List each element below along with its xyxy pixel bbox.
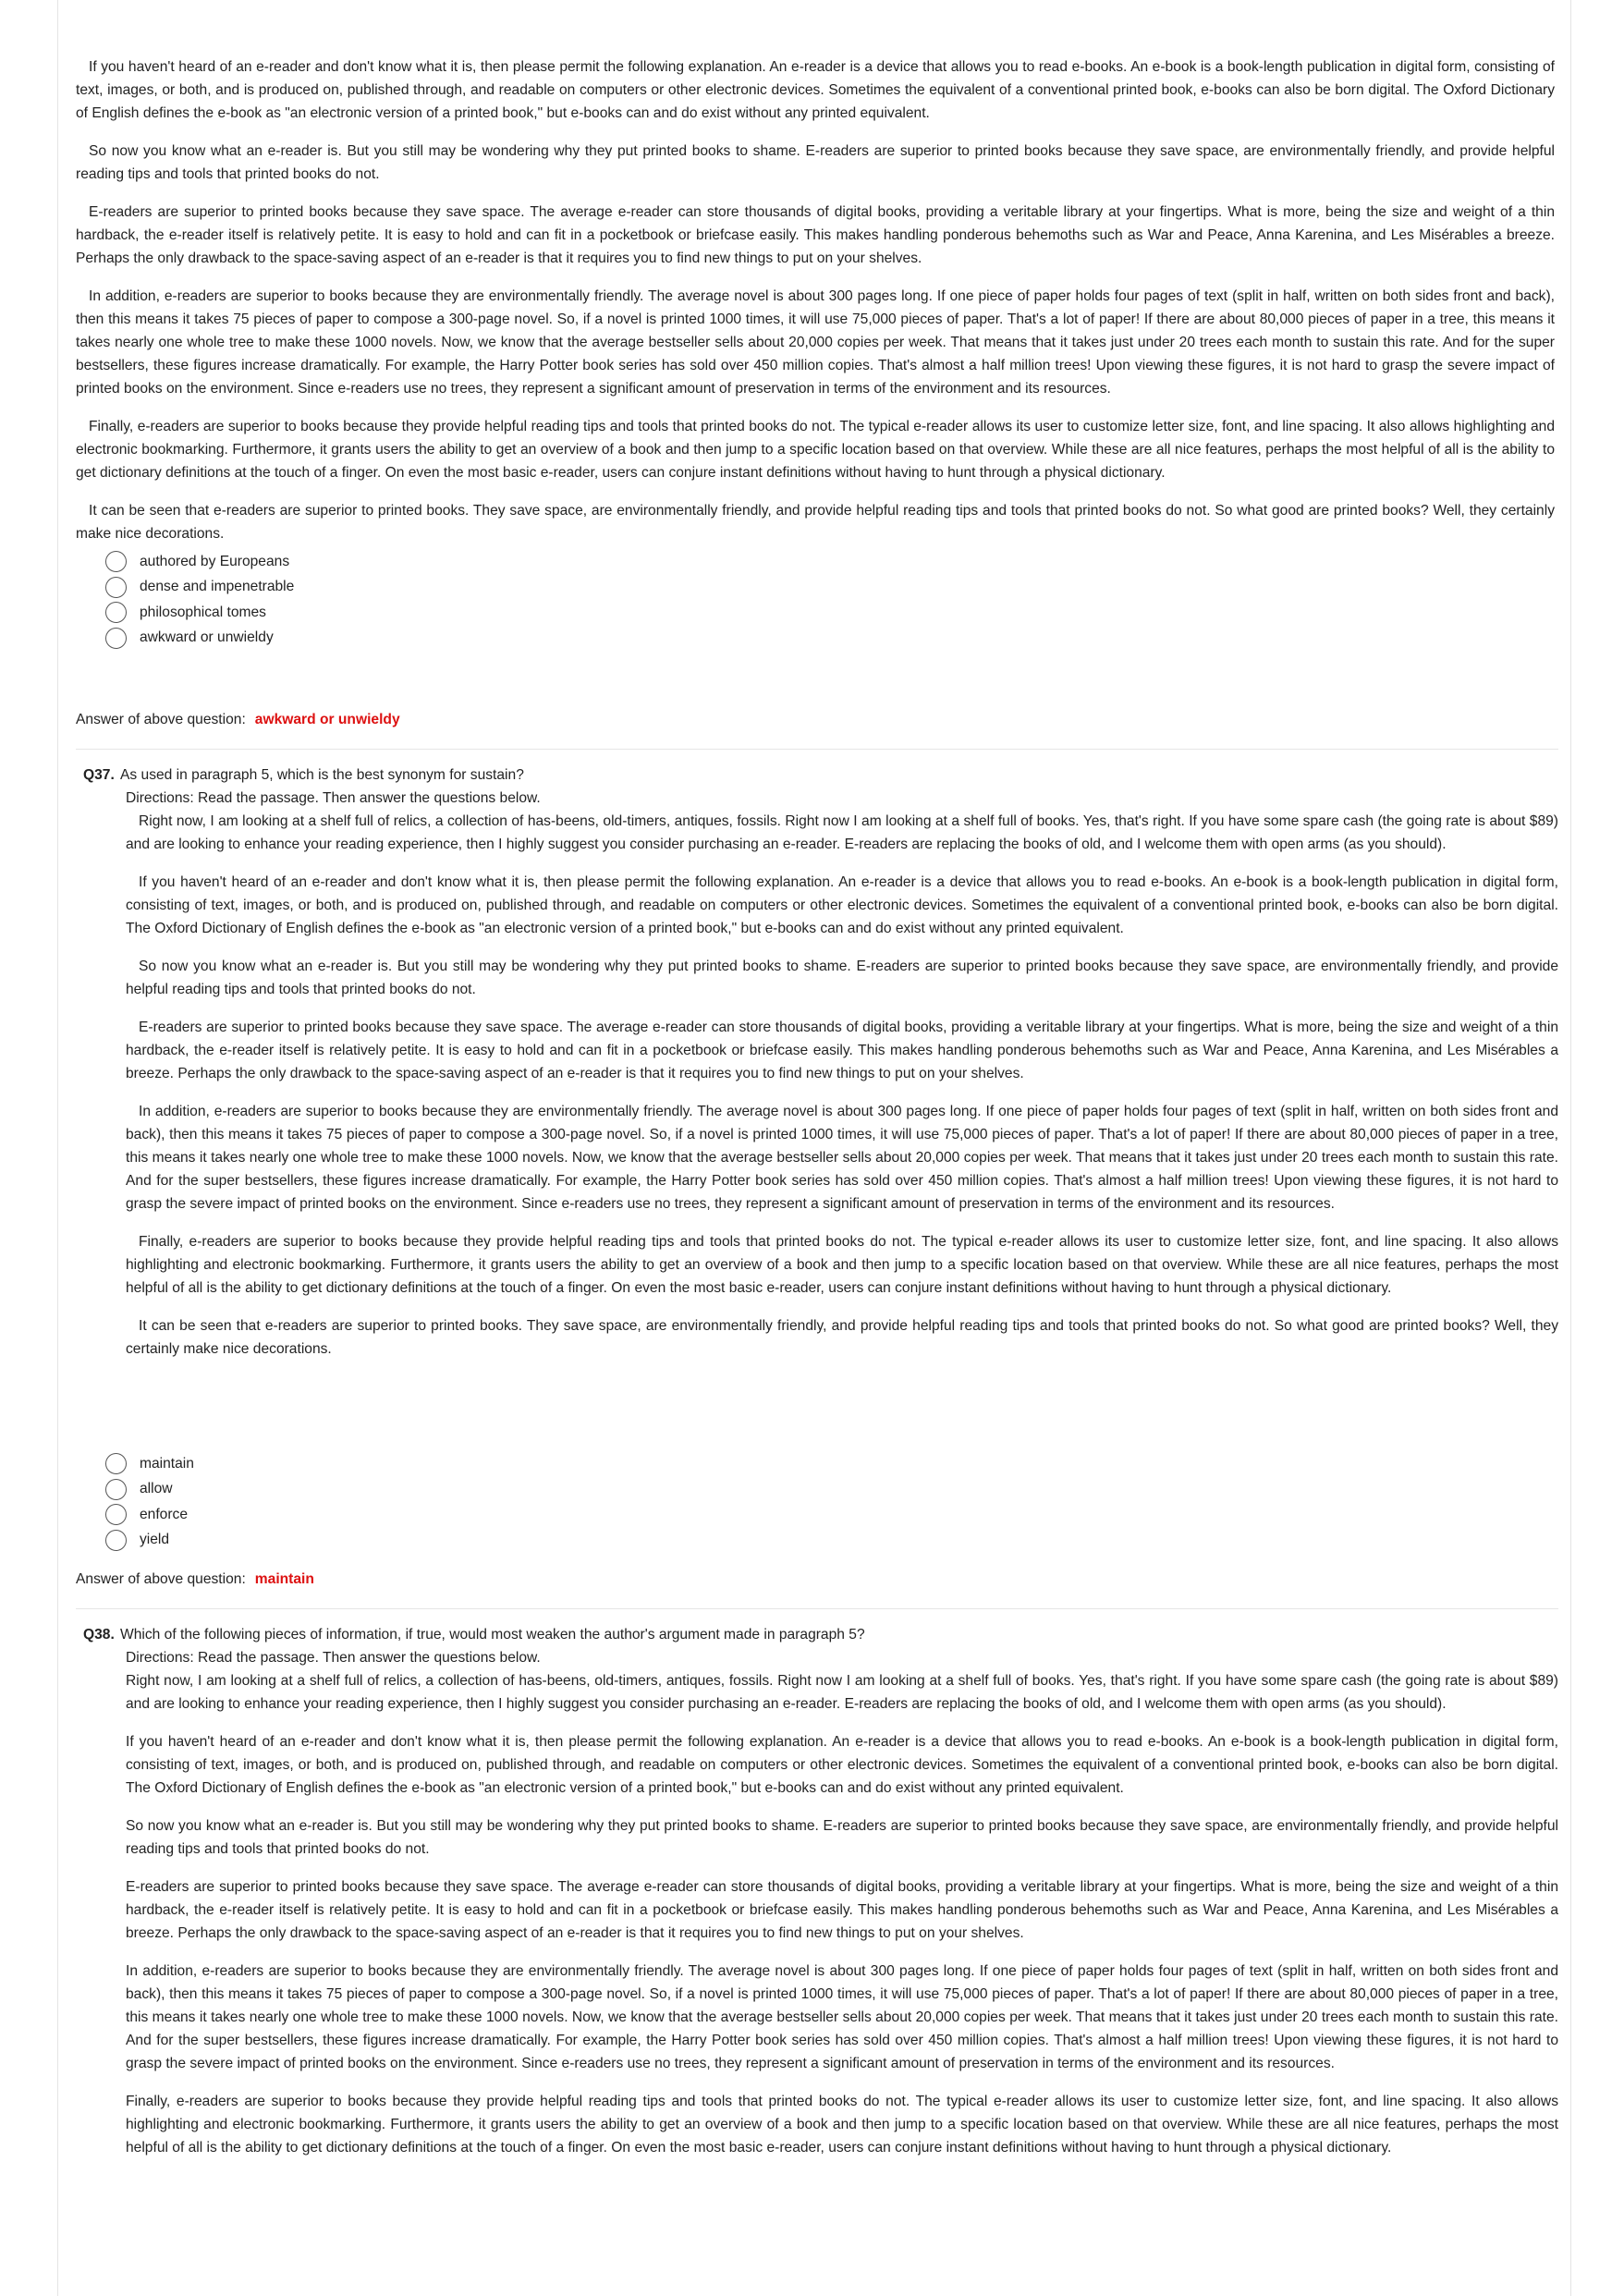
directions: Directions: Read the passage. Then answer the questions below. [126,1650,541,1666]
q36-answer [76,712,400,728]
option-row[interactable] [76,1477,1555,1503]
option-label: enforce [140,1506,189,1522]
q36-passage [76,55,1555,651]
passage-paragraph: So now you know what an e-reader is. But you still may be wondering why they put printed books to shame. E-readers are superior to printed books because they save space, are environmentally friendly, and provide helpful reading tips and tools that printed books do not. [126,1818,1558,1857]
passage-paragraph: If you haven't heard of an e-reader and don't know what it is, then please permit the following explanation. An e-reader is a device that allows you to read e-books. An e-book is a book-length publication in digital form, consisting of text, images, or both, and is produced on, published through, and readable on computers or other electronic devices. Sometimes the equivalent of a conventional printed book, e-books can also be born digital. The Oxford Dictionary of English defines the e-book as "an electronic version of a printed book," but e-books can and do exist without any printed equivalent. [126,1734,1558,1796]
question-separator [76,749,1558,750]
passage-paragraph: So now you know what an e-reader is. But you still may be wondering why they put printed books to shame. E-readers are superior to printed books because they save space, are environmentally friendly, and provide helpful reading tips and tools that printed books do not. [76,143,1555,182]
q38-block [83,1623,1558,2159]
question-text: Which of the following pieces of information, if true, would most weaken the author's argument made in paragraph 5? [120,1627,865,1643]
passage-paragraph: E-readers are superior to printed books because they save space. The average e-reader can store thousands of digital books, providing a veritable library at your fingertips. What is more, being the size and weight of a thin hardback, the e-reader itself is relatively petite. It is easy to hold and can fit in a pocketbook or briefcase easily. This makes handling ponderous behemoths such as War and Peace, Anna Karenina, and Les Misérables a breeze. Perhaps the only drawback to the space-saving aspect of an e-reader is that it requires you to find new things to put on your shelves. [126,1020,1558,1081]
q37-answer [76,1571,314,1588]
option-row[interactable] [76,1451,1555,1477]
q37-header [83,763,1558,787]
passage-paragraph: Right now, I am looking at a shelf full of relics, a collection of has-beens, old-timers, antiques, fossils. Right now I am looking at a shelf full of books. Yes, that's right. If you have some spare cash (the going rate is about $89) and are looking to enhance your reading experience, then I highly suggest you consider purchasing an e-reader. E-readers are replacing the books of old, and I welcome them with open arms (as you should). [126,1673,1558,1712]
q37-block [83,763,1558,1361]
radio-button[interactable] [105,577,127,598]
question-separator [76,1608,1558,1609]
passage-paragraph: It can be seen that e-readers are superior to printed books. They save space, are environmentally friendly, and provide helpful reading tips and tools that printed books do not. So what good are printed books? Well, they certainly make nice decorations. [126,1318,1558,1357]
answer-value: maintain [254,1571,314,1587]
answer-prefix: Answer of above question: [76,1571,246,1587]
option-label: allow [140,1481,173,1497]
passage-paragraph: It can be seen that e-readers are superior to printed books. They save space, are environmentally friendly, and provide helpful reading tips and tools that printed books do not. So what good are printed books? Well, they certainly make nice decorations. [76,503,1555,542]
question-number: Q38. [83,1627,115,1643]
option-row[interactable] [76,600,1555,626]
directions: Directions: Read the passage. Then answer the questions below. [126,790,541,806]
option-row[interactable] [76,626,1555,652]
option-label: philosophical tomes [140,604,266,620]
passage-paragraph: In addition, e-readers are superior to books because they are environmentally friendly. The average novel is about 300 pages long. If one piece of paper holds four pages of text (split in half, written on both sides front and back), then this means it takes 75 pieces of paper to compose a 300-page novel. So, if a novel is printed 1000 times, it will use 75,000 pieces of paper. That's a lot of paper! If there are about 80,000 pieces of paper in a tree, this means it takes nearly one whole tree to make these 1000 novels. Now, we know that the average bestseller sells about 20,000 copies per week. That means that it takes just under 20 trees each month to sustain this rate. And for the super bestsellers, these figures increase dramatically. For example, the Harry Potter book series has sold over 450 million copies. That's almost a half million trees! Upon viewing these figures, it is not hard to grasp the severe impact of printed books on the environment. Since e-readers use no trees, they represent a significant amount of preservation in terms of the environment and its resources. [126,1963,1558,2071]
option-label: yield [140,1532,170,1548]
question-number: Q37. [83,767,115,783]
radio-button[interactable] [105,1453,127,1474]
option-label: dense and impenetrable [140,579,295,595]
radio-button[interactable] [105,628,127,649]
q38-body [83,1646,1558,2159]
passage-paragraph: Finally, e-readers are superior to books because they provide helpful reading tips and tools that printed books do not. The typical e-reader allows its user to customize letter size, font, and line spacing. It also allows highlighting and electronic bookmarking. Furthermore, it grants users the ability to get an overview of a book and then jump to a specific location based on that overview. While these are all nice features, perhaps the most helpful of all is the ability to get dictionary definitions at the touch of a finger. On even the most basic e-reader, users can conjure instant definitions without having to hunt through a physical dictionary. [126,1234,1558,1296]
passage-paragraph: If you haven't heard of an e-reader and don't know what it is, then please permit the following explanation. An e-reader is a device that allows you to read e-books. An e-book is a book-length publication in digital form, consisting of text, images, or both, and is produced on, published through, and readable on computers or other electronic devices. Sometimes the equivalent of a conventional printed book, e-books can also be born digital. The Oxford Dictionary of English defines the e-book as "an electronic version of a printed book," but e-books can and do exist without any printed equivalent. [76,59,1555,121]
answer-prefix: Answer of above question: [76,712,246,727]
option-label: maintain [140,1455,194,1472]
option-row[interactable] [76,1502,1555,1528]
passage-paragraph: So now you know what an e-reader is. But you still may be wondering why they put printed books to shame. E-readers are superior to printed books because they save space, are environmentally friendly, and provide helpful reading tips and tools that printed books do not. [126,959,1558,997]
passage-paragraph: E-readers are superior to printed books because they save space. The average e-reader can store thousands of digital books, providing a veritable library at your fingertips. What is more, being the size and weight of a thin hardback, the e-reader itself is relatively petite. It is easy to hold and can fit in a pocketbook or briefcase easily. This makes handling ponderous behemoths such as War and Peace, Anna Karenina, and Les Misérables a breeze. Perhaps the only drawback to the space-saving aspect of an e-reader is that it requires you to find new things to put on your shelves. [126,1879,1558,1941]
passage-paragraph: Finally, e-readers are superior to books because they provide helpful reading tips and tools that printed books do not. The typical e-reader allows its user to customize letter size, font, and line spacing. It also allows highlighting and electronic bookmarking. Furthermore, it grants users the ability to get an overview of a book and then jump to a specific location based on that overview. While these are all nice features, perhaps the most helpful of all is the ability to get dictionary definitions at the touch of a finger. On even the most basic e-reader, users can conjure instant definitions without having to hunt through a physical dictionary. [126,2094,1558,2156]
option-row[interactable] [76,575,1555,601]
radio-button[interactable] [105,1504,127,1525]
option-row[interactable] [76,549,1555,575]
option-row[interactable] [76,1528,1555,1554]
option-label: authored by Europeans [140,553,290,569]
radio-button[interactable] [105,551,127,572]
q37-options [76,1451,1555,1553]
option-label: awkward or unwieldy [140,629,274,646]
q36-options [76,549,1555,651]
radio-button[interactable] [105,602,127,623]
passage-paragraph: Finally, e-readers are superior to books because they provide helpful reading tips and tools that printed books do not. The typical e-reader allows its user to customize letter size, font, and line spacing. It also allows highlighting and electronic bookmarking. Furthermore, it grants users the ability to get an overview of a book and then jump to a specific location based on that overview. While these are all nice features, perhaps the most helpful of all is the ability to get dictionary definitions at the touch of a finger. On even the most basic e-reader, users can conjure instant definitions without having to hunt through a physical dictionary. [76,419,1555,481]
passage-paragraph: If you haven't heard of an e-reader and don't know what it is, then please permit the following explanation. An e-reader is a device that allows you to read e-books. An e-book is a book-length publication in digital form, consisting of text, images, or both, and is produced on, published through, and readable on computers or other electronic devices. Sometimes the equivalent of a conventional printed book, e-books can also be born digital. The Oxford Dictionary of English defines the e-book as "an electronic version of a printed book," but e-books can and do exist without any printed equivalent. [126,874,1558,936]
passage-paragraph: In addition, e-readers are superior to books because they are environmentally friendly. The average novel is about 300 pages long. If one piece of paper holds four pages of text (split in half, written on both sides front and back), then this means it takes 75 pieces of paper to compose a 300-page novel. So, if a novel is printed 1000 times, it will use 75,000 pieces of paper. That's a lot of paper! If there are about 80,000 pieces of paper in a tree, this means it takes nearly one whole tree to make these 1000 novels. Now, we know that the average bestseller sells about 20,000 copies per week. That means that it takes just under 20 trees each month to sustain this rate. And for the super bestsellers, these figures increase dramatically. For example, the Harry Potter book series has sold over 450 million copies. That's almost a half million trees! Upon viewing these figures, it is not hard to grasp the severe impact of printed books on the environment. Since e-readers use no trees, they represent a significant amount of preservation in terms of the environment and its resources. [126,1104,1558,1212]
passage-paragraph: In addition, e-readers are superior to books because they are environmentally friendly. The average novel is about 300 pages long. If one piece of paper holds four pages of text (split in half, written on both sides front and back), then this means it takes 75 pieces of paper to compose a 300-page novel. So, if a novel is printed 1000 times, it will use 75,000 pieces of paper. That's a lot of paper! If there are about 80,000 pieces of paper in a tree, this means it takes nearly one whole tree to make these 1000 novels. Now, we know that the average bestseller sells about 20,000 copies per week. That means that it takes just under 20 trees each month to sustain this rate. And for the super bestsellers, these figures increase dramatically. For example, the Harry Potter book series has sold over 450 million copies. That's almost a half million trees! Upon viewing these figures, it is not hard to grasp the severe impact of printed books on the environment. Since e-readers use no trees, they represent a significant amount of preservation in terms of the environment and its resources. [76,288,1555,397]
q37-body [83,787,1558,1361]
radio-button[interactable] [105,1479,127,1500]
radio-button[interactable] [105,1530,127,1551]
passage-paragraph: Right now, I am looking at a shelf full of relics, a collection of has-beens, old-timers, antiques, fossils. Right now I am looking at a shelf full of books. Yes, that's right. If you have some spare cash (the going rate is about $89) and are looking to enhance your reading experience, then I highly suggest you consider purchasing an e-reader. E-readers are replacing the books of old, and I welcome them with open arms (as you should). [126,813,1558,852]
answer-value: awkward or unwieldy [254,712,400,727]
passage-paragraph: E-readers are superior to printed books because they save space. The average e-reader can store thousands of digital books, providing a veritable library at your fingertips. What is more, being the size and weight of a thin hardback, the e-reader itself is relatively petite. It is easy to hold and can fit in a pocketbook or briefcase easily. This makes handling ponderous behemoths such as War and Peace, Anna Karenina, and Les Misérables a breeze. Perhaps the only drawback to the space-saving aspect of an e-reader is that it requires you to find new things to put on your shelves. [76,204,1555,266]
q38-header [83,1623,1558,1646]
question-text: As used in paragraph 5, which is the best synonym for sustain? [120,767,524,783]
